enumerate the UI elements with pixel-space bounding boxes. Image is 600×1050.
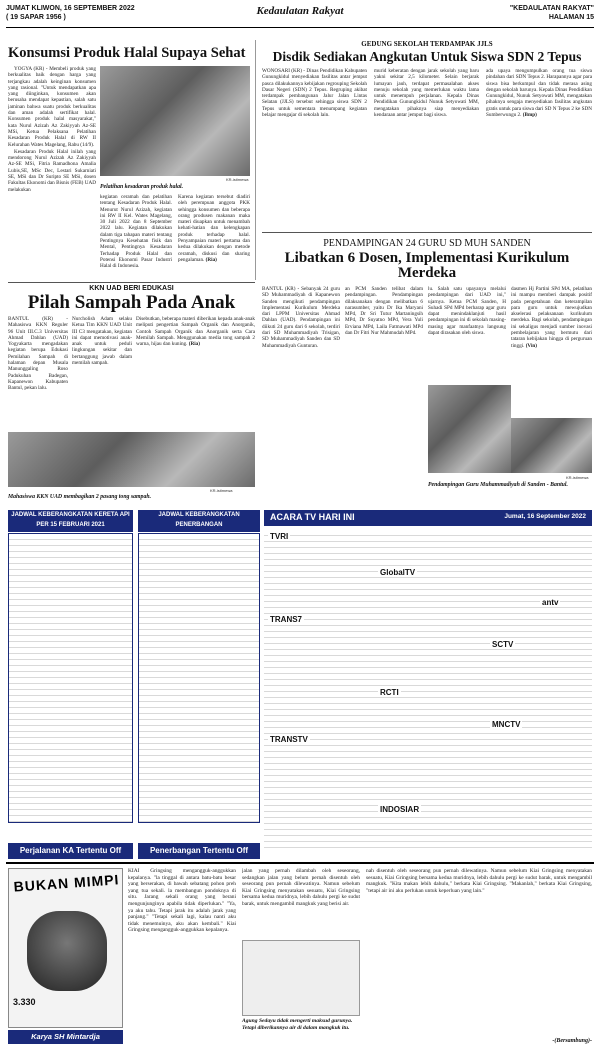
article-kicker: PENDAMPINGAN 24 GURU SD MUH SANDEN — [323, 238, 531, 249]
channel-logo: TRANS7 — [270, 615, 303, 624]
train-title-box — [8, 510, 133, 532]
article-col3: Disebutkan, beberapa materi diberikan kepada anak-anak meliputi pengertian Sampah Organik dan Anorganik, Contoh Sampah Organik dan Anorganik serta Cara Memilah Sampah. Menggunakan media tong sampah 2 warna, hijau dan kuning. (Ria) — [136, 316, 255, 348]
photo-credit: KR-istimewa — [566, 475, 589, 480]
tv-date: Jumat, 16 September 2022 — [504, 513, 586, 520]
article-body3: kegiatan ceramah dan pelatihan tentang Kesadaran Produk Halal. Menurut Nurul Azizah, kegiatan ini RW II Kel. Wates Magelang, 30 Juli 2022 dan 8 September 2022 lalu. Kegiatan dilakukan dalam tiga tahapan materi tentang Pentingnya Kesehatan fisik dan Mental, Pentingnya Kesadaran Terhadap Produk Halal dan Potensi Ekonomi Pasar Industri Halal di Indonesia. — [100, 194, 172, 270]
article-col2: murid keberatan dengan jarak sekolah yang baru yakni sekitar 2,5 kilometer. Selain berjarak lumayan jauh, terdapat permasalahan akses menuju sekolah yang memerlukan waktu lama untuk menempuh perjalanan. Kepala Dinas Pendidikan Gunungkidul Nunuk Setyowati MM, mengatakan pihaknya siap menyediakan kendaraan antar jemput bagi siswa. — [374, 68, 479, 119]
channel-logo: MNCTV — [492, 720, 521, 729]
train-subtitle: PER 15 FEBRUARI 2021 — [36, 522, 105, 528]
article-kicker: KKN UAD BERI EDUKASI — [89, 285, 174, 292]
channel-logo: GlobalTV — [380, 568, 416, 577]
hijri-line: ( 19 SAPAR 1956 ) — [6, 14, 66, 21]
article-col2: an PCM Sanden telibat dalam pendampingan. Pendampingan dilaksanakan dengan melibatkan 6 narasumber, yaitu Dr Ika Maryani MPd, Dr Sri Tutur Martaningsih MPd, Dr Suyatno MPd, Vera Yuli Erviana MPd, Laila Fatmawati MPd dan Dr Fitri Nur Mahmudah MPd. — [345, 286, 423, 337]
column-divider — [255, 40, 256, 280]
channel-logo: INDOSIAR — [380, 805, 420, 814]
date-line: JUMAT KLIWON, 16 SEPTEMBER 2022 — [6, 5, 135, 12]
comic-cover — [8, 868, 123, 1028]
article-col3: ada upaya mengumpulkan orang tua siswa pindahan dari SDN Tepus 2. Harapannya agar para siswa bisa berkumpul dan tidak merasa asing dengan sekolah barunya. Kepala Dinas Pendidikan Gunungkidul, Nunuk Setyowati MM, mengatakan pihaknya sengaja menyediakan fasilitas angkutan gratis untuk para siswa dari SD N Tepus 2 ke SDN Sumberwungu 2. (Bmp) — [486, 68, 592, 119]
cover-illustration — [27, 911, 107, 991]
kurikulum-photo — [428, 385, 511, 473]
article-kicker: GEDUNG SEKOLAH TERDAMPAK JJLS — [361, 40, 493, 48]
photo-caption: Pendampingan Guru Muhammadiyah di Sanden - Bantul. — [428, 482, 568, 488]
article-title: Konsumsi Produk Halal Supaya Sehat — [8, 45, 246, 61]
article-col1: BANTUL (KR) - Mahasiswa KKN Reguler 96 Unit III.C.3 Universitas Ahmad Dahlan (UAD) Yogyakarta mengadakan kegiatan berupa Edukasi Pemilahan Sampah di halaman depan Musala Manunggaling Roso Padukuhan Badegan, Kapanewon Kabupaten Bantul, pekan lalu. — [8, 316, 68, 392]
train-title: JADWAL KEBERANGKATAN KERETA API — [11, 512, 130, 518]
photo-credit: KR-istimewa — [226, 177, 249, 182]
article-title: Disdik Sediakan Angkutan Untuk Siswa SDN 2 Tepus — [272, 49, 582, 64]
serial-col1: KIAI Gringsing mengangguk-anggukkan kepalanya. "la tinggal di antara batu-batu besar yang berserakan, di bawah sebatang pohon preh yang tua sekali. la membangun pondoknya di situ. Jarang sekali orang yang berani mengunjunginya apabila tidak diperlukan." "Ya, ya aku tahu. Tetapi jarak itu adalah jarak yang panjang." "Tetapi sekali lagi, kalau nanti aku tidak menemuinya, aku akan kembali." Kiai Gringsing mengangguk-anggukkan kepalanya. — [128, 868, 236, 934]
train-footer: Perjalanan KA Tertentu Off — [8, 843, 133, 859]
cover-title: BUKAN MIMPI — [13, 871, 120, 895]
page-number: HALAMAN 15 — [548, 14, 594, 21]
photo-credit: KR-istimewa — [210, 488, 233, 493]
article-col4: dasmen Hj Partini SPd MA, pelatihan ini mampu memberi dampak positif pada pengetahuan dan keterampilan para guru untuk mewujudkan akselerasi pelaksanaan kurikulum merdeka. Bagi sekolah, pendampingan ini sekaligus menjadi sumber inovasi pembelajaran yang bermutu dari tataran kebijakan hingga di perguruan tinggi. (Vin) — [511, 286, 592, 349]
halal-photo — [100, 66, 250, 176]
tv-listing — [264, 530, 592, 850]
article-lead: YOGYA (KR) - Membeli produk yang berkualitas baik dengan harga yang terjangkau adalah keinginan konsumen yang rasional. "Untuk mendapatkan apa yang diinginkan, konsumen akan berusaha mendapat kepastian, salah satu jaminan bahwa suatu produk berkualitas dan aman adalah sertifikat halal. Konsumen produk halal masyarakat," kata Nurul Azizah Az Zakiyyah Az-SE MSi, Ketua Pelaksana Pelatihan Kesadaran Produk Halal di RW II Kelurahan Wates Magelang, Rabu (14/9). Kesadaran Produk Halal inilah yang mendorong Nurul Azizah Az Zakiyyah Az-SE MSi, Fitria Ramadhona Amalia Lubis,SE, MSc Dec, Lestari Sukarniati SE, MSi dan Dr Suripto SE MSi, dosen Fakultas Ekonomi dan Bisnis (FEB) UAD melakukan — [8, 66, 96, 193]
tv-header — [264, 510, 592, 526]
paper-name: "KEDAULATAN RAKYAT" — [509, 5, 594, 12]
channel-logo: TVRI — [270, 532, 289, 541]
comic-author: Karya SH Mintardja — [8, 1030, 123, 1044]
article-title: Libatkan 6 Dosen, Implementasi Kurikulum Merdeka — [284, 250, 570, 281]
channel-logo: SCTV — [492, 640, 514, 649]
section-divider — [8, 282, 255, 283]
article-title: Pilah Sampah Pada Anak — [27, 292, 236, 313]
tv-title: ACARA TV HARI INI — [270, 512, 355, 522]
page-info — [510, 4, 594, 22]
photo-caption: Pelatihan kesadaran produk halal. — [100, 184, 184, 190]
article-col1: BANTUL (KR) - Sebanyak 24 guru SD Muhammadiyah di Kapanewon Sanden mengikuti pendampingan Implementasi Kurikulum Merdeka dari LPPM Universitas Ahmad Dahlan (UAD). Pendampingan ini diikuti 24 guru dari 6 sekolah, terdiri dari SD Muhammadiyah Trisigan, SD Muhammadiyah Sanden dan SD Muhammadiyah Gunturan. — [262, 286, 340, 349]
flight-title: JADWAL KEBERANGKATAN PENERBANGAN — [138, 510, 260, 532]
train-table — [8, 533, 133, 823]
serial-caption: Agung Sedayu tidak mengerti maksud gurunya. Tetapi diberikannya air di dalam mangkuk itu. — [242, 1018, 353, 1031]
section-divider — [262, 232, 592, 233]
channel-logo: TRANSTV — [270, 735, 308, 744]
flight-footer: Penerbangan Tertentu Off — [138, 843, 260, 859]
serial-illustration — [242, 940, 360, 1016]
sampah-photo — [8, 432, 255, 487]
page-header — [6, 4, 594, 28]
serial-col3: nah disentuh oleh seseorang pun pernah dilewatinya. Namun sebelum Kiai Gringsing menyatakan sesuatu, Kiai Gringsing bersama kedua muridnya, lebih dahulu pergi ke sudut barak, untuk mengambil mangkuk. "Kita makan lebih dahulu," berkata Kiai Gringsing. "Makanlah," berkata Kiai Gringsing, "tetapi air ini aku perlukan untuk keperluan yang lain." — [366, 868, 592, 894]
issue-number: 3.330 — [13, 997, 36, 1007]
article-col3: lu. Salah satu upayanya melalui pendampingan dari UAD ini," ujarnya. Ketua PCM Sanden, H Suhadi SPd MPd berharap agar guru dapat menindaklanjuti hasil pendampingan ini di sekolah masing-masing agar manfaatnya langsung dapat dirasakan oleh siswa. — [428, 286, 506, 337]
channel-logo: RCTI — [380, 688, 399, 697]
article-body4: Karena kegiatan tersebut diadiri oleh perempuan anggota PKK sehingga konsumen dan beberapa orang produsen makanan maka materi diuapkan untuk menambah kehati-hatian dan kelengkapan produk terhadap halal. Penyampaian materi pertama dan kedua dilakukan dengan metode ceramah, diskusi dan sharing pengalaman. (Ria) — [178, 194, 250, 263]
article-col2: Nurcholish Adam selaku Ketua Tim KKN UAD Unit III C3 mengatakan, kegiatan ini dapat memotivasi anak-anak untuk peduli lingkungan sekitar dan bertanggung jawab dalam memilah sampah. — [72, 316, 132, 367]
section-divider — [6, 862, 594, 864]
article-col1: WONOSARI (KR) - Dinas Pendidikan Kabupaten Gunungkidul menyediakan fasilitas antar jemput pasca dilakukannya kebijakan regrouping Sekolah Dasar Negeri (SDN) 2 Tepus. Regruping akibat terdampak pembangunan Jalur Jalan Lintas Selatan (JJLS) tersebut sehingga siswa SDN 2 Tepus untuk sementara menumpang kegiatan belajar mengajar di sekolah lain. — [262, 68, 367, 119]
serial-continued: -(Bersambung)- — [552, 1038, 592, 1044]
channel-logo: antv — [542, 598, 559, 607]
serial-col2: jalan yang pernah dilambah oleh seseorang, sedangkan jalan yang belum pernah disentuh oleh seseorang pun pernah dilewatinya. Namun sebelum Kiai Gringsing menyatakan sesuatu, Kiai Gringsing bersama kedua muridnya, lebih dahulu pergi ke sudut barak, untuk mengambil mangkuk yang berisi air. — [242, 868, 360, 907]
flight-table — [138, 533, 260, 823]
photo-caption: Mahasiswa KKN UAD membagikan 2 pasang tong sampah. — [8, 494, 152, 500]
masthead: Kedaulatan Rakyat — [256, 5, 344, 17]
kurikulum-photo-2 — [511, 418, 592, 473]
